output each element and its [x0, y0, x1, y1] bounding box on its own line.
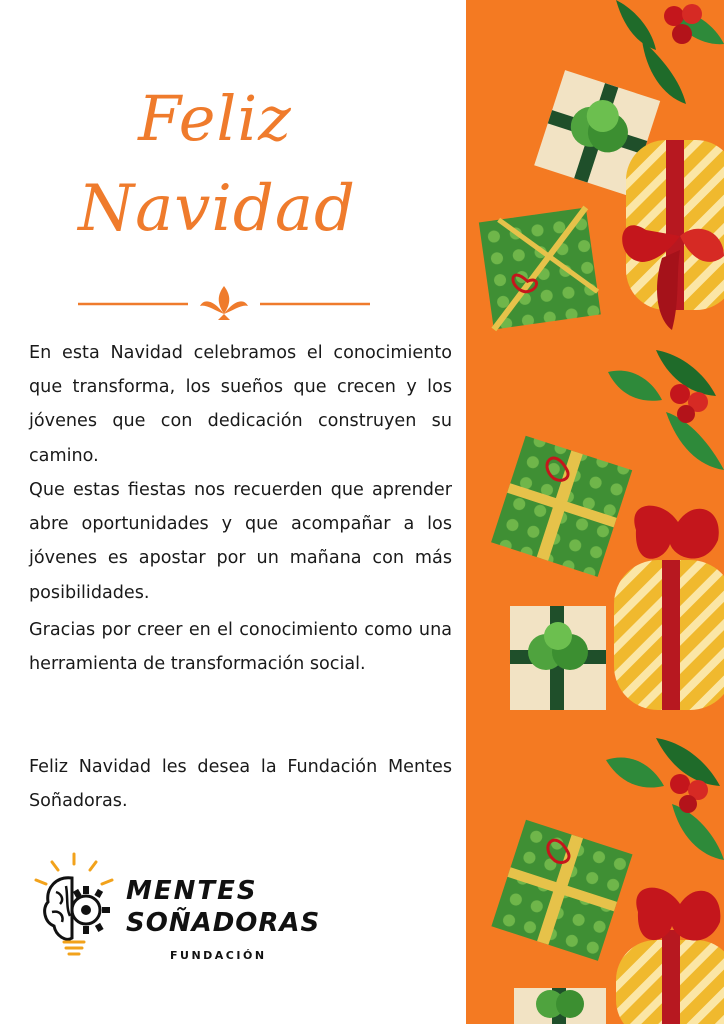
decorative-gift-panel — [466, 0, 724, 1024]
gift-box-icon-9 — [514, 988, 606, 1024]
christmas-gifts-illustration — [466, 0, 724, 1024]
paragraph-thanks: Gracias por creer en el conocimiento como una herramienta de transformación social. — [29, 620, 452, 675]
gift-box-icon-3 — [479, 207, 601, 329]
paragraph-celebration: En esta Navidad celebramos el conocimiento que transforma, los sueños que crecen y los jóvenes que con dedicación construyen su camino. — [29, 343, 452, 466]
holly-icon-lower — [606, 738, 724, 860]
paragraph-wishes: Que estas fiestas nos recuerden que aprender abre oportunidades y que acompañar a los jóvenes es apostar por un mañana con más posibilidades. — [29, 480, 452, 603]
logo-word-sonadoras: SOÑADORAS — [126, 908, 321, 938]
fleur-divider-icon — [78, 284, 370, 324]
gift-box-icon-5 — [614, 506, 724, 710]
paragraph-signature: Feliz Navidad les desea la Fundación Mentes Soñadoras. — [29, 757, 452, 812]
holly-icon-middle — [608, 350, 724, 470]
gift-box-icon-4 — [491, 436, 632, 577]
foundation-logo — [30, 846, 330, 976]
logo-word-mentes: MENTES — [126, 876, 258, 906]
title-navidad: Navidad — [78, 172, 356, 246]
brain-gear-icon — [30, 846, 126, 966]
holly-icon-top — [616, 0, 724, 104]
title-feliz: Feliz — [138, 82, 292, 155]
gift-box-icon-2 — [622, 140, 724, 330]
gift-box-icon-7 — [491, 820, 632, 961]
gift-box-icon-6 — [510, 606, 606, 710]
gift-box-icon-8 — [616, 888, 724, 1024]
logo-word-fundacion: FUNDACIÓN — [170, 949, 267, 962]
